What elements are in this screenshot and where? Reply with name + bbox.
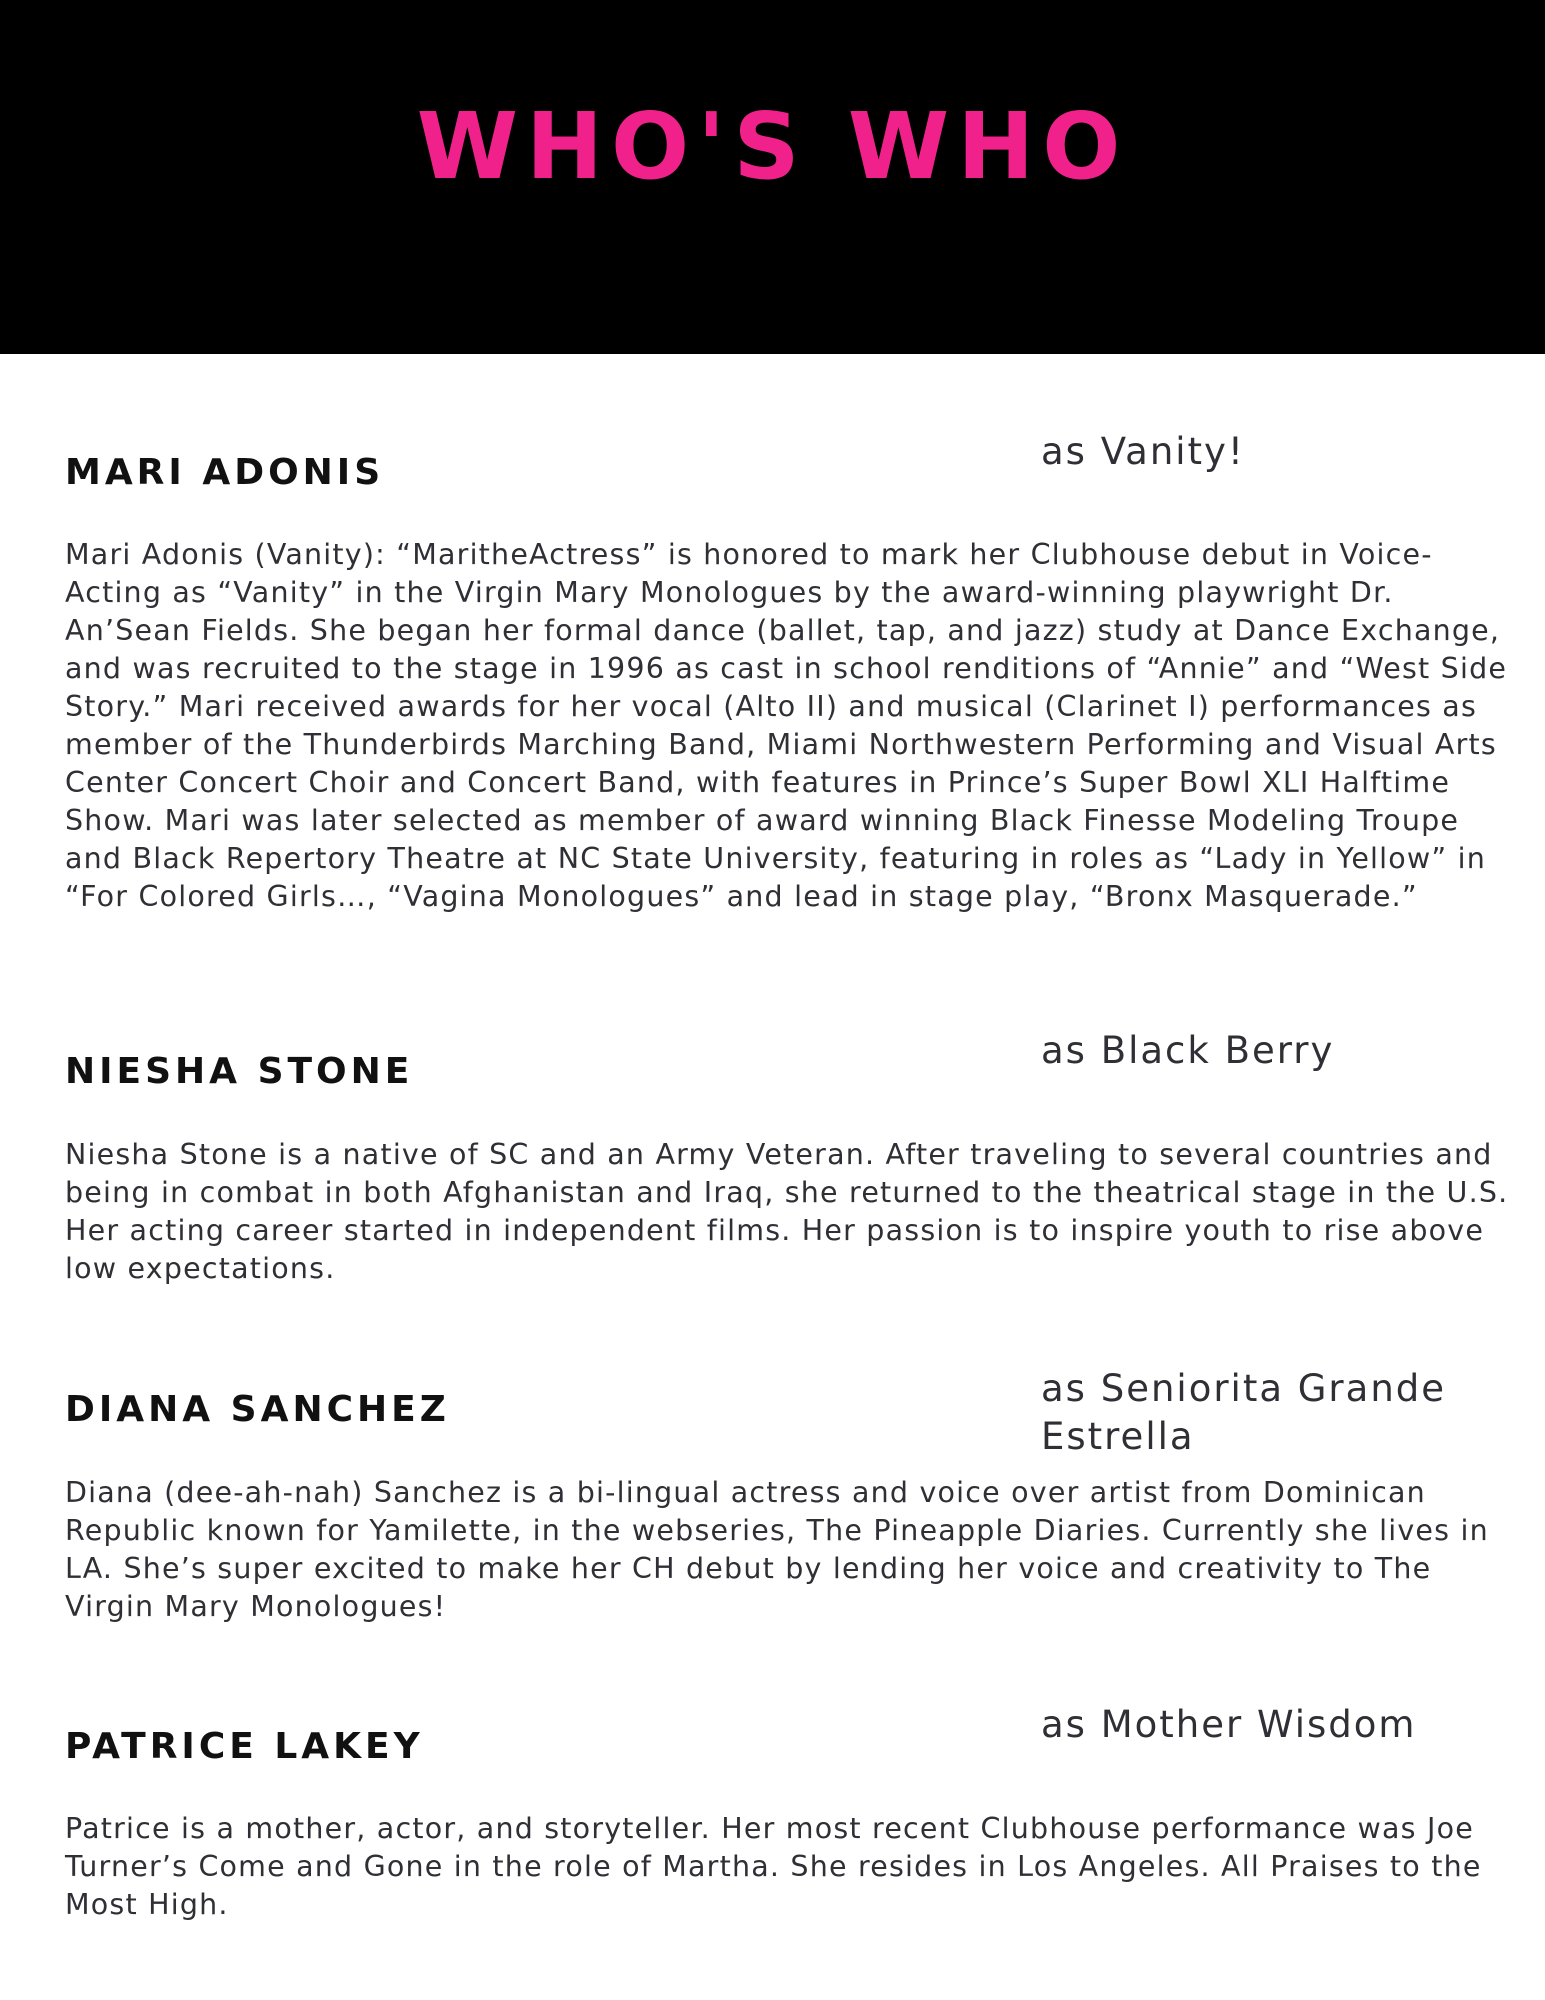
cast-role: as Seniorita Grande Estrella [1041,1367,1447,1458]
cast-role: as Vanity! [1041,430,1245,473]
cast-bio: Niesha Stone is a native of SC and an Army Veteran. After traveling to several countries and being in combat in both Afghanistan and Iraq, she returned to the theatrical stage in the U.S. Her acting career started in independent films. Her passion is to inspire youth to rise above low expectations. [65,1138,1509,1285]
cast-bio: Diana (dee-ah-nah) Sanchez is a bi-lingual actress and voice over artist from Dominican Republic known for Yamilette, in the webseries, The Pineapple Diaries. Currently she lives in LA. She’s super excited to make her CH debut by lending her voice and creativity to The Virgin Mary Monologues! [65,1476,1489,1623]
cast-role: as Black Berry [1041,1029,1335,1072]
cast-name: DIANA SANCHEZ [65,1389,450,1430]
cast-bio: Mari Adonis (Vanity): “MaritheActress” is honored to mark her Clubhouse debut in Voice-Acting as “Vanity” in the Virgin Mary Monologues by the award-winning playwright Dr. An’Sean Fields. She began her formal dance (ballet, tap, and jazz) study at Dance Exchange, and was recruited to the stage in 1996 as cast in school renditions of “Annie” and “West Side Story.” Mari received awards for her vocal (Alto II) and musical (Clarinet I) performances as member of the Thunderbirds Marching Band, Miami Northwestern Performing and Visual Arts Center Concert Choir and Concert Band, with features in Prince’s Super Bowl XLI Halftime Show. Mari was later selected as member of award winning Black Finesse Modeling Troupe and Black Repertory Theatre at NC State University, featuring in roles as “Lady in Yellow” in “For Colored Girls…, “Vagina Monologues” and lead in stage play, “Bronx Masquerade.” [65,538,1508,913]
cast-name: PATRICE LAKEY [65,1726,424,1767]
cast-bio: Patrice is a mother, actor, and storyteller. Her most recent Clubhouse performance was Joe Turner’s Come and Gone in the role of Martha. She resides in Los Angeles. All Praises to the Most High. [65,1812,1482,1921]
page-title: WHO'S WHO [416,93,1129,200]
cast-name: NIESHA STONE [65,1051,414,1092]
cast-role: as Mother Wisdom [1041,1703,1417,1746]
header-banner [0,0,1545,354]
cast-name: MARI ADONIS [65,452,385,493]
